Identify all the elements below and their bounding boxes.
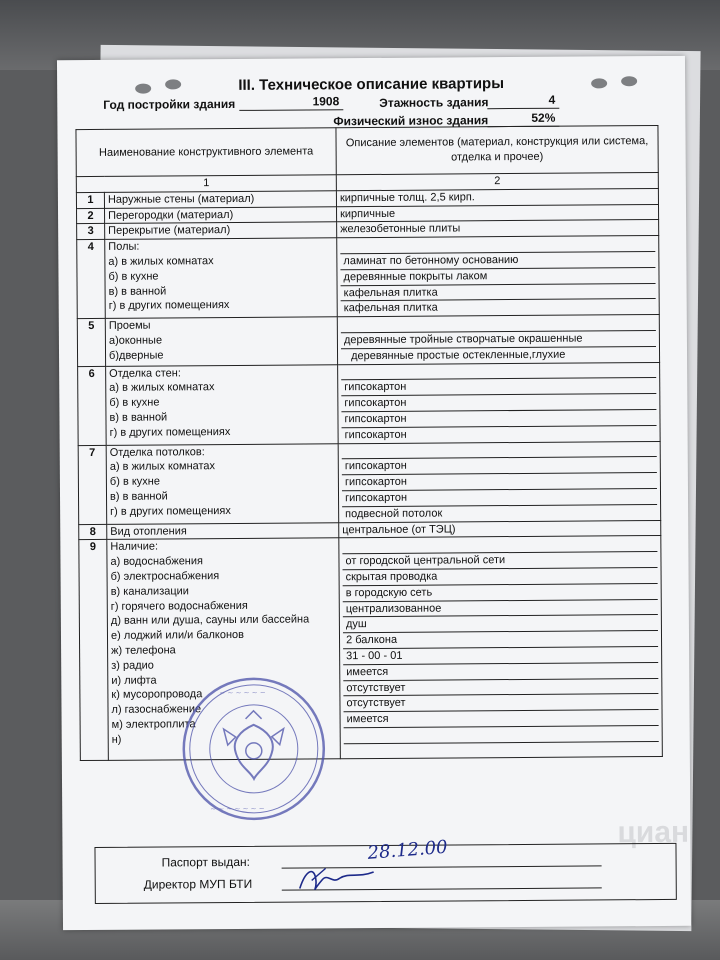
sub-description: скрытая проводка: [343, 568, 658, 586]
sub-description: душ: [343, 615, 658, 633]
sub-description: ламинат по бетонному основанию: [340, 252, 655, 270]
sub-description: имеется: [343, 663, 658, 681]
group-title: Отделка потолков:: [109, 445, 205, 459]
header-element-name: Наименование конструктивного элемента: [76, 128, 336, 177]
technical-table: [75, 125, 662, 762]
sub-item: л) газоснабжение: [111, 703, 202, 716]
floors-label: Этажность здания: [379, 95, 489, 110]
group-title: Наличие:: [110, 540, 159, 554]
floors-value: 4: [487, 93, 559, 110]
sub-description: гипсокартон: [342, 489, 657, 507]
row-number: 6: [78, 366, 107, 445]
sub-description: имеется: [344, 710, 659, 728]
table-row-floors: [77, 236, 660, 319]
sub-item: з) радио: [111, 659, 154, 672]
description-group: [338, 441, 661, 522]
sub-description: гипсокартон: [341, 378, 656, 396]
column-number-2: 2: [336, 173, 658, 191]
sub-item: м) электроплита: [111, 718, 196, 731]
sub-description: в городскую сеть: [343, 584, 658, 602]
sub-item: а) в жилых комнатах: [108, 255, 214, 268]
element-description: центральное (от ТЭЦ): [339, 520, 661, 538]
sub-description: 2 балкона: [343, 631, 658, 649]
header-element-description: Описание элементов (материал, конструкция или система, отделка и прочее): [336, 126, 658, 175]
element-name: Перегородки (материал): [105, 206, 337, 223]
sub-item: а) в жилых комнатах: [109, 460, 216, 474]
sub-item: в) в ванной: [109, 490, 168, 503]
sub-item: в) в ванной: [108, 285, 167, 298]
sub-description: гипсокартон: [341, 410, 656, 428]
wear-value: 52%: [487, 111, 559, 128]
sub-description: отсутствует: [343, 679, 658, 697]
sub-description: от городской центральной сети: [342, 552, 657, 570]
wear-label: Физический износ здания: [333, 113, 489, 129]
svg-text:~ ~ ~ ~ ~ ~ ~: ~ ~ ~ ~ ~ ~ ~: [210, 804, 265, 814]
sub-item: б) в кухне: [109, 396, 160, 410]
sub-item: а)оконные: [108, 334, 163, 347]
row-number: 4: [77, 240, 106, 319]
sub-item: к) мусоропровода: [111, 688, 203, 702]
element-name-group: [105, 238, 338, 319]
sub-item: б) в кухне: [108, 270, 159, 283]
sub-description: кафельная плитка: [343, 301, 438, 315]
row-number: 5: [77, 319, 105, 367]
director-label: Директор МУП БТИ: [143, 876, 253, 892]
group-title: Полы:: [108, 240, 140, 254]
watermark: циан: [617, 815, 690, 850]
sub-description: гипсокартон: [342, 457, 657, 475]
sub-item: г) в других помещениях: [109, 425, 231, 439]
description-group: [337, 236, 660, 317]
element-name-group: [105, 317, 337, 366]
sub-item: а) в жилых комнатах: [109, 381, 215, 395]
sub-item: в) канализации: [110, 585, 189, 598]
table-row-walls: [78, 362, 661, 445]
row-number: 1: [76, 192, 104, 208]
passport-section: [94, 836, 676, 904]
sub-description: централизованное: [343, 600, 658, 618]
sub-item: б)дверные: [108, 349, 164, 362]
element-name-group: [106, 364, 339, 445]
document-page: [57, 56, 691, 930]
element-description: кирпичные толщ. 2,5 кирп.: [336, 188, 658, 206]
column-number-1: 1: [76, 175, 336, 193]
sub-description: гипсокартон: [344, 428, 407, 441]
sub-item: д) ванн или душа, сауны или бассейна: [110, 613, 310, 628]
element-name-group: [106, 443, 339, 524]
svg-text:~ ~ ~ ~ ~ ~: ~ ~ ~ ~ ~ ~: [219, 688, 266, 698]
sub-description: [344, 742, 659, 759]
row-number: 3: [77, 224, 105, 240]
element-description: железобетонные плиты: [337, 220, 659, 238]
sub-description: кафельная плитка: [341, 284, 656, 302]
sub-item: б) в кухне: [109, 475, 161, 488]
sub-item: а) водоснабжения: [110, 555, 204, 568]
row-number: 9: [79, 540, 109, 761]
build-year-value: 1908: [239, 94, 343, 111]
row-number: 8: [79, 524, 107, 540]
group-title: Отделка стен:: [109, 366, 181, 380]
element-name: Наружные стены (материал): [104, 191, 336, 208]
description-group: [339, 536, 663, 759]
sub-description: деревянные покрыты лаком: [340, 268, 655, 286]
sub-description: гипсокартон: [341, 394, 656, 412]
sub-item: н): [111, 733, 122, 746]
sub-description: 31 - 00 - 01: [343, 647, 658, 665]
row-number: 7: [78, 445, 107, 524]
sub-item: г) в других помещениях: [108, 299, 230, 313]
description-group: [337, 315, 659, 365]
director-signature: [292, 860, 382, 901]
handwritten-date: 28.12.00: [366, 836, 449, 864]
group-title: Проемы: [108, 319, 151, 333]
sub-item: б) электроснабжения: [110, 570, 220, 583]
official-stamp: [179, 674, 328, 823]
table-row-utilities: [79, 536, 663, 761]
build-year-label: Год постройки здания: [103, 96, 236, 112]
sub-item: ж) телефона: [111, 644, 176, 657]
sub-item: в) в ванной: [109, 411, 168, 424]
document-title: III. Техническое описание квартиры: [238, 75, 505, 94]
sub-description: гипсокартон: [342, 473, 657, 491]
description-group: [338, 362, 661, 443]
sub-description: деревянные простые остекленные,глухие: [351, 348, 566, 362]
table-row-openings: [77, 315, 659, 366]
element-name: Перекрытие (материал): [105, 222, 337, 239]
sub-description: деревянные тройные створчатые окрашенные: [341, 331, 656, 349]
sub-item: г) в других помещениях: [110, 504, 231, 518]
sub-item: и) лифта: [111, 674, 157, 687]
element-description: кирпичные: [337, 204, 659, 222]
passport-issued-label: Паспорт выдан:: [161, 854, 250, 870]
sub-item: е) лоджий или/и балконов: [110, 629, 245, 642]
sub-description: отсутствует: [343, 694, 658, 712]
sub-item: г) горячего водоснабжения: [110, 599, 248, 613]
table-row-ceilings: [78, 441, 661, 524]
row-number: 2: [77, 208, 105, 224]
sub-description: подвесной потолок: [345, 507, 443, 520]
element-name: Вид отопления: [107, 522, 339, 539]
